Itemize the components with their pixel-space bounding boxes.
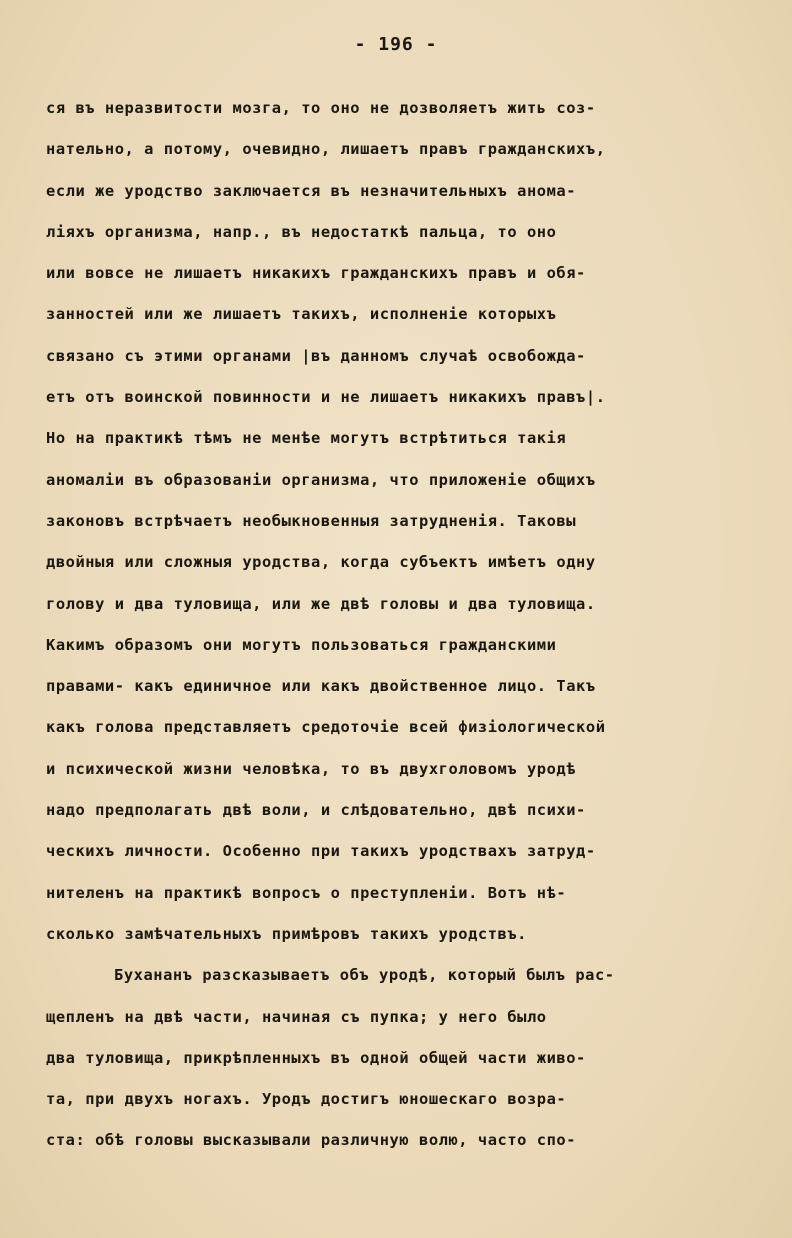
text-line: ся въ неразвитости мозга, то оно не дозволяетъ жить соз- — [46, 99, 596, 117]
text-line: ліяхъ организма, напр., въ недостаткѣ пальца, то оно — [46, 222, 557, 241]
text-line: или вовсе не лишаетъ никакихъ гражданскихъ правъ и обя- — [46, 264, 586, 283]
text-line: етъ отъ воинской повинности и не лишаетъ никакихъ правъ|. — [46, 388, 606, 407]
text-line: Какимъ образомъ они могутъ пользоваться гражданскими — [46, 635, 557, 654]
text-line: двойныя или сложныя уродства, когда субъектъ имѣетъ одну — [46, 553, 596, 572]
text-line: аномаліи въ образованіи организма, что приложеніе общихъ — [46, 470, 596, 489]
text-line: надо предполагать двѣ воли, и слѣдовательно, двѣ психи- — [46, 801, 586, 820]
text-line: та, при двухъ ногахъ. Уродъ достигъ юношескаго возра- — [46, 1090, 567, 1109]
body-text — [46, 96, 776, 1170]
text-line: сколько замѣчательныхъ примѣровъ такихъ уродствъ. — [46, 924, 527, 943]
text-line: ческихъ личности. Особенно при такихъ уродствахъ затруд- — [46, 842, 596, 861]
text-line: какъ голова представляетъ средоточіе всей физіологической — [46, 718, 606, 737]
text-line: правами- какъ единичное или какъ двойственное лицо. Такъ — [46, 677, 596, 696]
text-line: щепленъ на двѣ части, начиная съ пупка; у него было — [46, 1007, 547, 1026]
text-line: законовъ встрѣчаетъ необыкновенныя затрудненія. Таковы — [46, 511, 577, 530]
text-line: и психической жизни человѣка, то въ двухголовомъ уродѣ — [46, 759, 577, 778]
text-line: нителенъ на практикѣ вопросъ о преступленіи. Вотъ нѣ- — [46, 883, 567, 902]
text-line: если же уродство заключается въ незначительныхъ анома- — [46, 181, 577, 200]
page-number: - 196 - — [354, 34, 438, 55]
paragraph-start-line: Бухананъ разсказываетъ объ уродѣ, который былъ рас- — [114, 966, 615, 985]
text-line: занностей или же лишаетъ такихъ, исполненіе которыхъ — [46, 305, 557, 324]
text-line: Но на практикѣ тѣмъ не менѣе могутъ встрѣтиться такія — [46, 429, 567, 448]
text-line: связано съ этими органами |въ данномъ случаѣ освобожда- — [46, 346, 586, 365]
text-line: голову и два туловища, или же двѣ головы и два туловища. — [46, 594, 596, 613]
text-line: два туловища, прикрѣпленныхъ въ одной общей части живо- — [46, 1048, 586, 1067]
text-line: нательно, а потому, очевидно, лишаетъ правъ гражданскихъ, — [46, 140, 606, 159]
text-line: ста: обѣ головы высказывали различную волю, часто спо- — [46, 1131, 577, 1150]
